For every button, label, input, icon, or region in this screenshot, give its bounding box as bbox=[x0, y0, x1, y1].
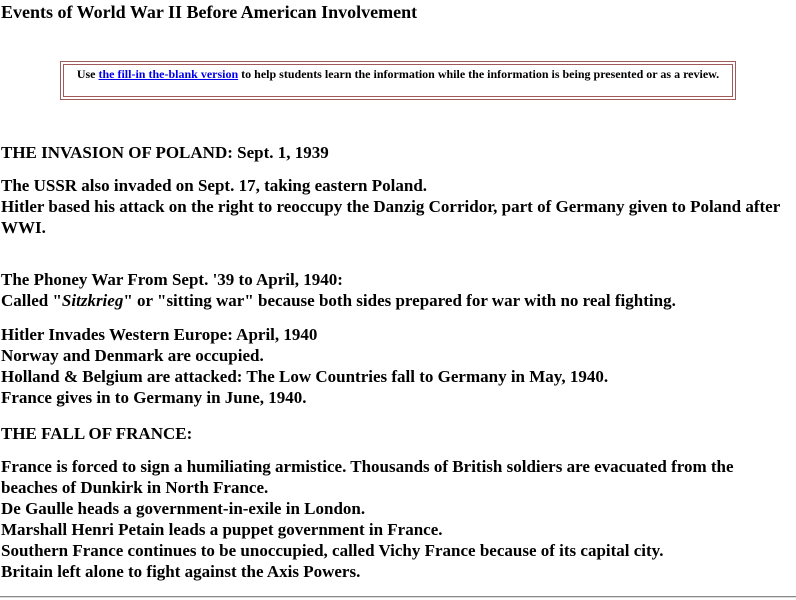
poland-paragraph bbox=[1, 175, 791, 238]
western-europe-paragraph bbox=[1, 324, 791, 408]
notice-box bbox=[60, 61, 736, 100]
notice-text bbox=[63, 64, 733, 97]
western-line-2: Norway and Denmark are occupied. bbox=[1, 346, 264, 365]
sitzkrieg-term: Sitzkrieg bbox=[61, 291, 124, 310]
phoney-war-paragraph bbox=[1, 269, 791, 311]
page-title: Events of World War II Before American Involvement bbox=[1, 2, 418, 22]
phoney-war-line bbox=[1, 290, 791, 311]
fill-in-blank-link[interactable]: the fill-in the-blank version bbox=[98, 67, 239, 81]
france-line-3: Marshall Henri Petain leads a puppet government in France. bbox=[1, 520, 443, 539]
fall-of-france-heading: THE FALL OF FRANCE: bbox=[1, 424, 193, 443]
horizontal-rule bbox=[0, 596, 796, 598]
phoney-war-heading: The Phoney War From Sept. '39 to April, 1940: bbox=[1, 270, 343, 289]
notice-prefix: Use bbox=[76, 67, 99, 81]
france-line-4: Southern France continues to be unoccupied, called Vichy France because of its capital city. bbox=[1, 541, 664, 560]
france-line-2: De Gaulle heads a government-in-exile in London. bbox=[1, 499, 366, 518]
france-line-1: France is forced to sign a humiliating armistice. Thousands of British soldiers are evacuated from the beaches of Dunkirk in North France. bbox=[1, 457, 734, 497]
phoney-war-suffix: " or "sitting war" because both sides prepared for war with no real fighting. bbox=[123, 291, 676, 310]
western-line-3: Holland & Belgium are attacked: The Low Countries fall to Germany in May, 1940. bbox=[1, 367, 609, 386]
western-line-1: Hitler Invades Western Europe: April, 1940 bbox=[1, 325, 318, 344]
poland-heading: THE INVASION OF POLAND: Sept. 1, 1939 bbox=[1, 143, 329, 162]
phoney-war-prefix: Called " bbox=[1, 291, 62, 310]
western-line-4: France gives in to Germany in June, 1940. bbox=[1, 388, 307, 407]
fall-of-france-paragraph bbox=[1, 456, 791, 582]
notice-suffix: to help students learn the information while the information is being presented or as a review. bbox=[238, 67, 720, 81]
poland-line-2: Hitler based his attack on the right to reoccupy the Danzig Corridor, part of Germany given to Poland after WWI. bbox=[1, 197, 780, 237]
poland-line-1: The USSR also invaded on Sept. 17, taking eastern Poland. bbox=[1, 176, 428, 195]
france-line-5: Britain left alone to fight against the Axis Powers. bbox=[1, 562, 361, 581]
